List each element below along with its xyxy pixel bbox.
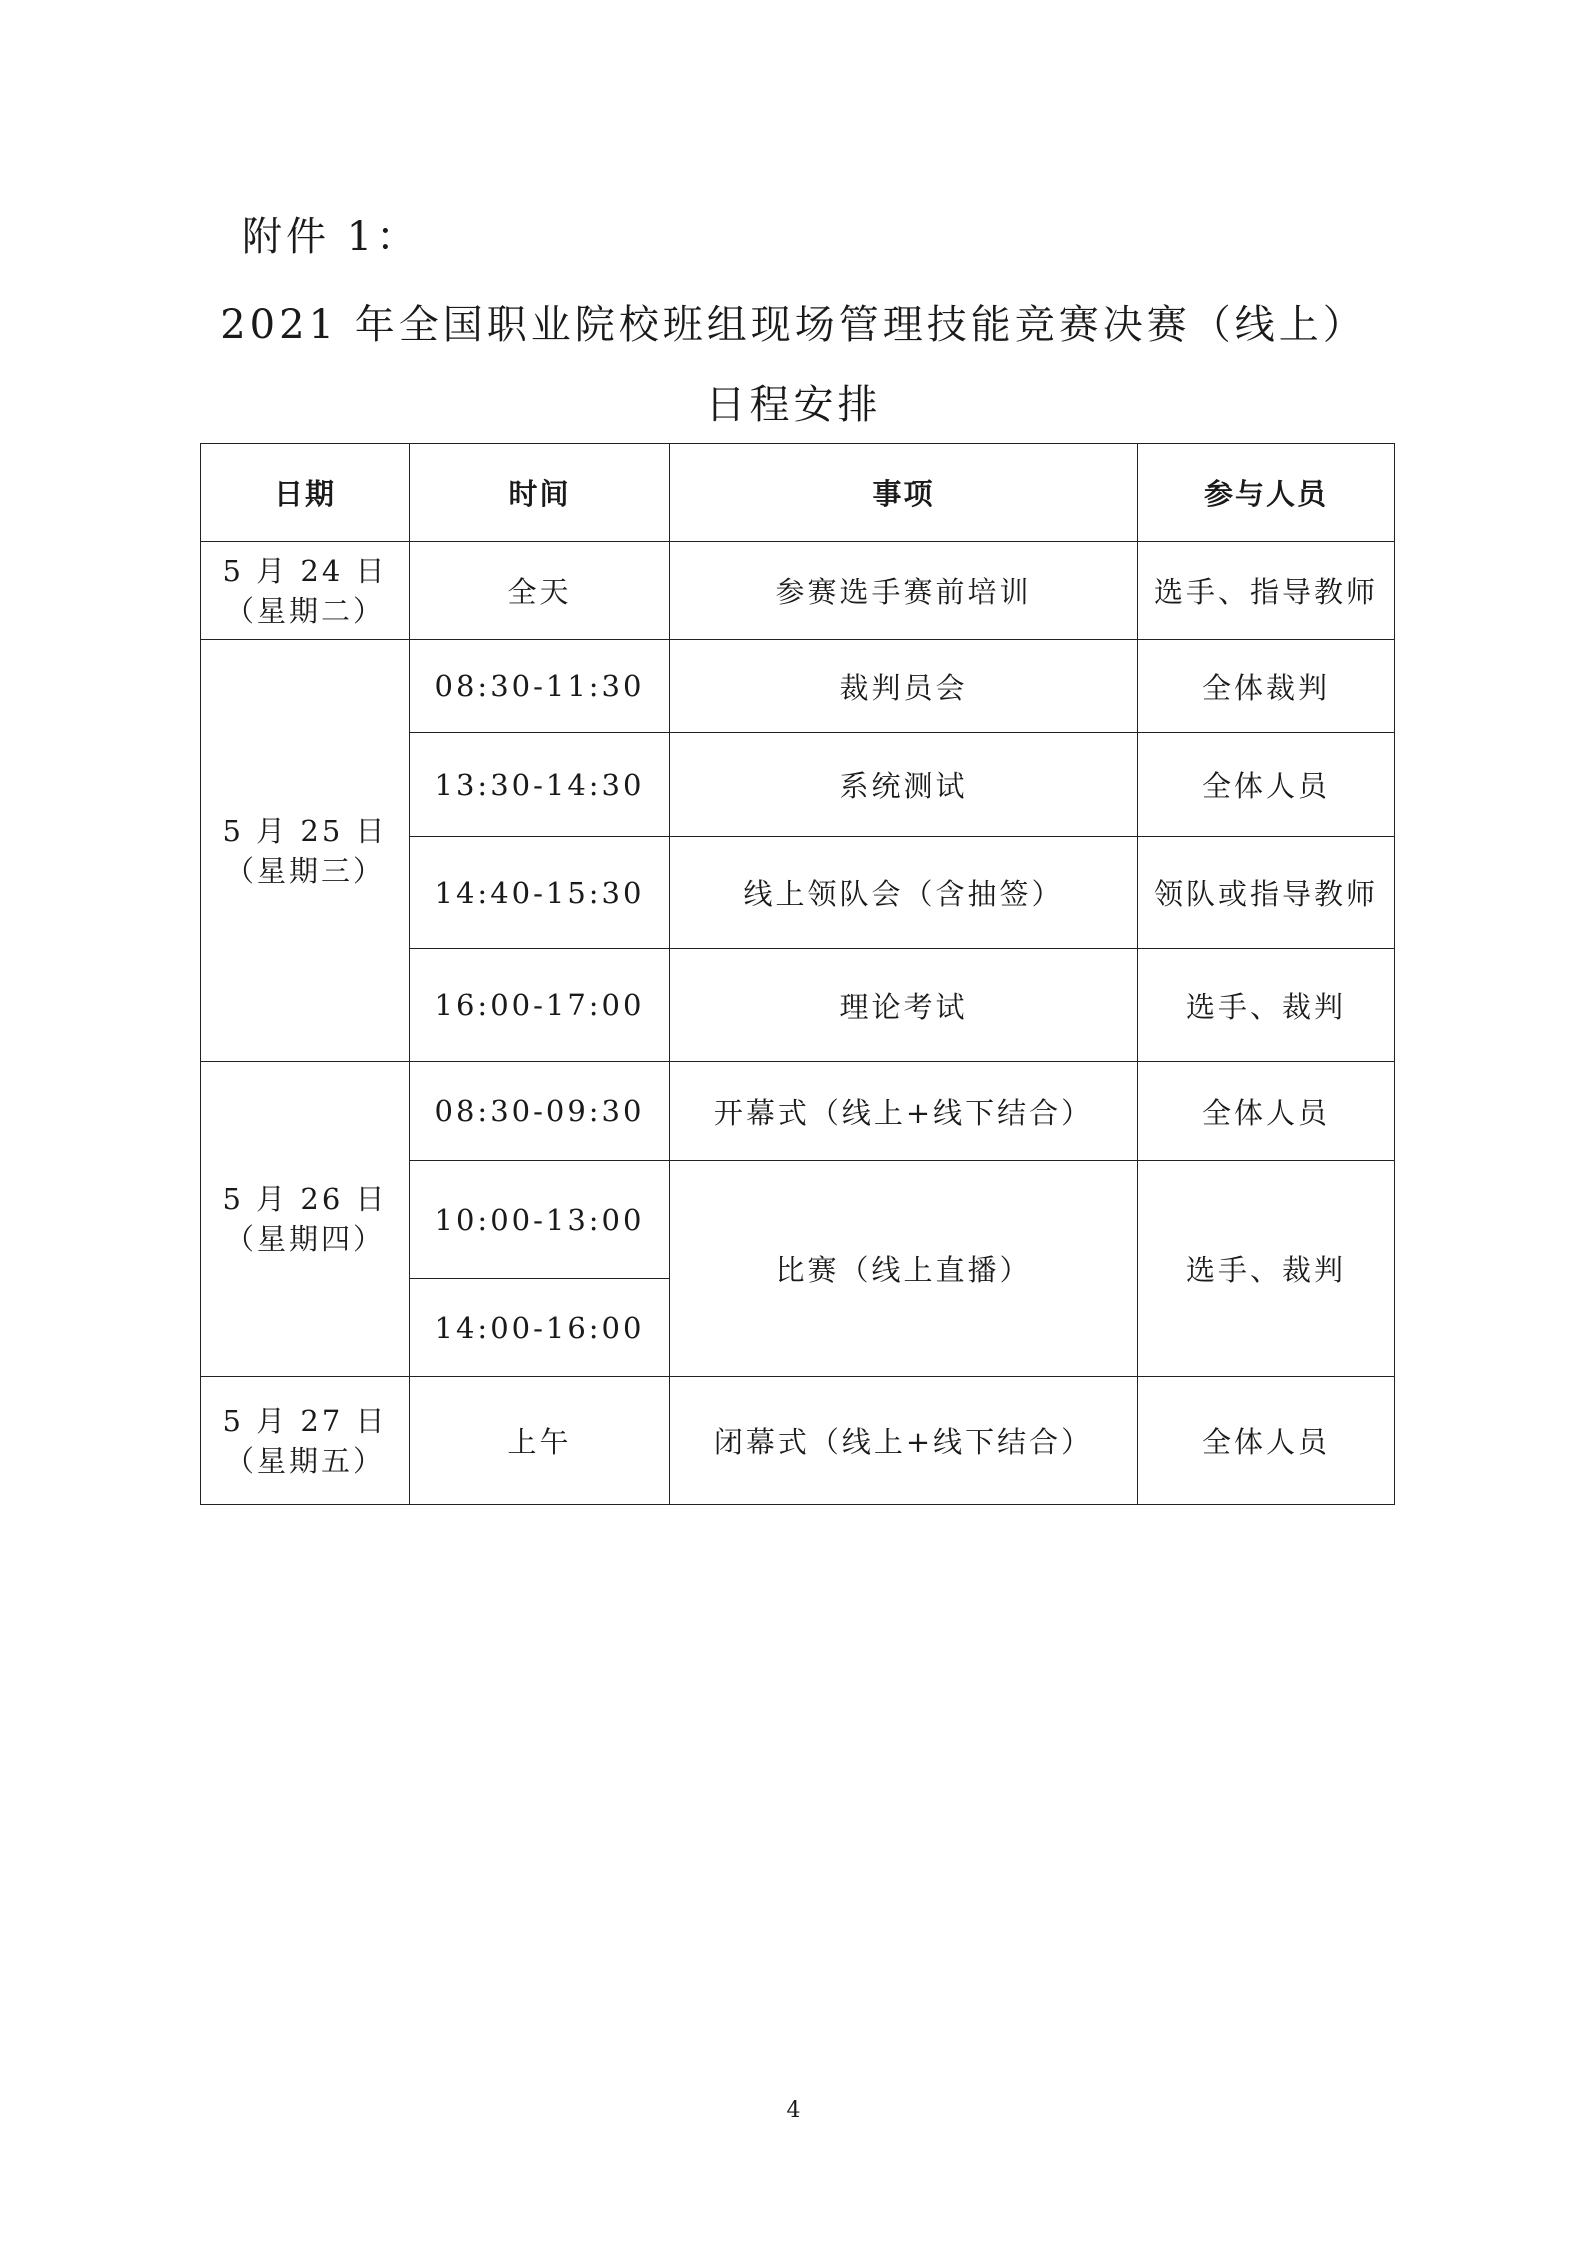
time-cell: 上午 xyxy=(410,1377,670,1505)
header-time: 时间 xyxy=(410,444,670,542)
item-cell: 系统测试 xyxy=(670,733,1138,837)
weekday: （星期三） xyxy=(224,853,385,888)
header-people: 参与人员 xyxy=(1138,444,1395,542)
attachment-label: 附件 1： xyxy=(242,214,421,260)
header-date: 日期 xyxy=(201,444,410,542)
item-cell: 参赛选手赛前培训 xyxy=(670,542,1138,640)
table-row xyxy=(201,542,1395,640)
item-cell: 开幕式（线上+线下结合） xyxy=(670,1062,1138,1161)
date: 5 月 27 日 xyxy=(222,1403,388,1438)
time-cell: 16:00-17:00 xyxy=(410,949,670,1062)
document-title: 2021 年全国职业院校班组现场管理技能竞赛决赛（线上） xyxy=(220,302,1367,348)
time-cell: 13:30-14:30 xyxy=(410,733,670,837)
table-row xyxy=(201,1062,1395,1161)
time-cell: 14:00-16:00 xyxy=(410,1279,670,1377)
item-cell: 闭幕式（线上+线下结合） xyxy=(670,1377,1138,1505)
time-cell: 14:40-15:30 xyxy=(410,837,670,949)
document-subtitle: 日程安排 xyxy=(705,382,882,428)
date-cell xyxy=(201,1377,410,1505)
schedule-table xyxy=(200,443,1395,1505)
weekday: （星期二） xyxy=(224,593,385,628)
people-cell: 选手、裁判 xyxy=(1138,1161,1395,1377)
date: 5 月 25 日 xyxy=(222,813,388,848)
people-cell: 全体人员 xyxy=(1138,733,1395,837)
table-row xyxy=(201,640,1395,733)
people-cell: 选手、指导教师 xyxy=(1138,542,1395,640)
page-number: 4 xyxy=(786,2098,801,2123)
weekday: （星期五） xyxy=(224,1443,385,1478)
time-cell: 08:30-11:30 xyxy=(410,640,670,733)
date-cell xyxy=(201,542,410,640)
date-cell xyxy=(201,640,410,1062)
time-cell: 08:30-09:30 xyxy=(410,1062,670,1161)
date: 5 月 26 日 xyxy=(222,1182,388,1216)
time-cell: 10:00-13:00 xyxy=(410,1161,670,1279)
date-cell xyxy=(201,1062,410,1377)
item-cell: 线上领队会（含抽签） xyxy=(670,837,1138,949)
people-cell: 全体裁判 xyxy=(1138,640,1395,733)
date: 5 月 24 日 xyxy=(222,553,388,588)
item-cell: 比赛（线上直播） xyxy=(670,1161,1138,1377)
table-header-row xyxy=(201,444,1395,542)
people-cell: 全体人员 xyxy=(1138,1062,1395,1161)
time-cell: 全天 xyxy=(410,542,670,640)
weekday: （星期四） xyxy=(224,1222,385,1256)
header-item: 事项 xyxy=(670,444,1138,542)
item-cell: 裁判员会 xyxy=(670,640,1138,733)
people-cell: 选手、裁判 xyxy=(1138,949,1395,1062)
people-cell: 领队或指导教师 xyxy=(1138,837,1395,949)
table-row xyxy=(201,1377,1395,1505)
item-cell: 理论考试 xyxy=(670,949,1138,1062)
people-cell: 全体人员 xyxy=(1138,1377,1395,1505)
